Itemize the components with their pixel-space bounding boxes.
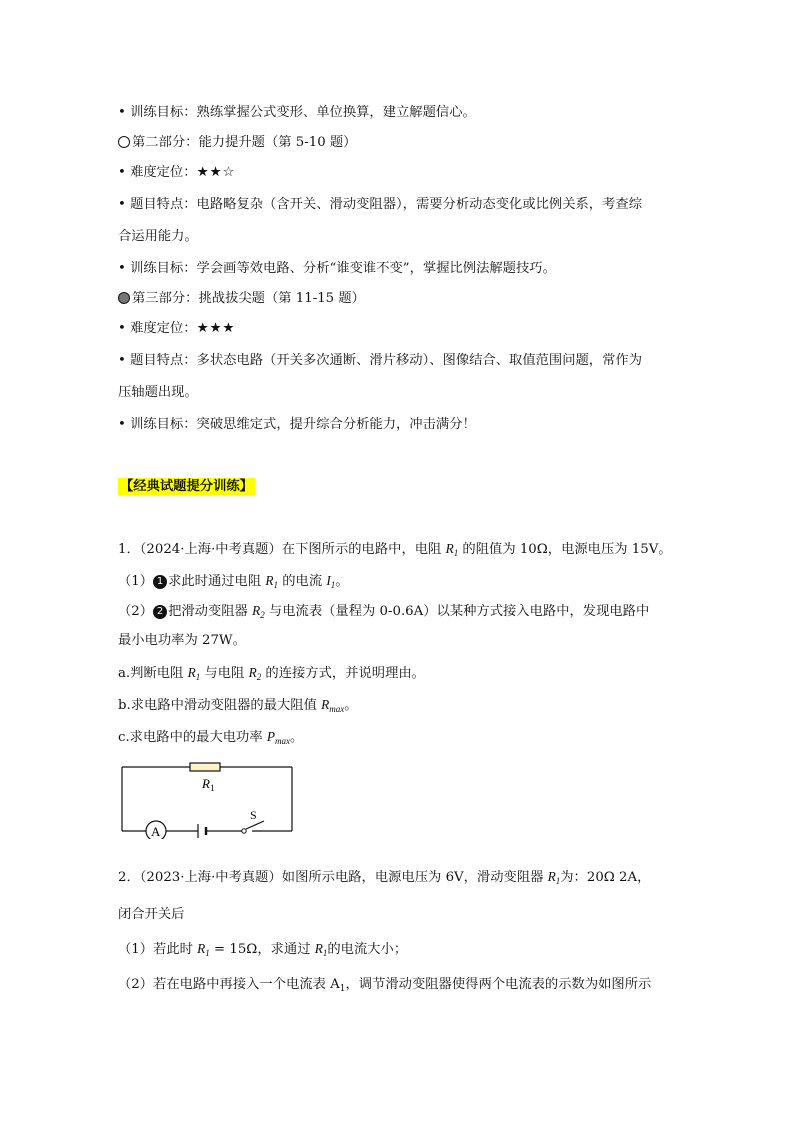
part1-goal: • 训练目标：熟练掌握公式变形、单位换算，建立解题信心。 bbox=[118, 105, 476, 120]
part3-features-line2: 压轴题出现。 bbox=[118, 385, 198, 400]
part2-difficulty: • 难度定位：★★☆ bbox=[118, 165, 236, 180]
star-rating: ★★★ bbox=[196, 321, 236, 336]
q2-intro: 2．（2023·上海·中考真题）如图所示电路，电源电压为 6V，滑动变阻器 $R_1$为：20Ω 2A， bbox=[118, 869, 651, 886]
hollow-circle-icon bbox=[118, 136, 130, 148]
switch-label: S bbox=[250, 808, 257, 822]
q1-part-c: c.求电路中的最大电功率 $P_{max}$。 bbox=[118, 729, 304, 746]
q1-part-b: b.求电路中滑动变阻器的最大阻值 $R_{max}$。 bbox=[118, 697, 358, 714]
section-title: 【经典试题提分训练】 bbox=[120, 479, 253, 494]
star-rating: ★★☆ bbox=[196, 165, 236, 180]
part3-features-line1: • 题目特点：多状态电路（开关多次通断、滑片移动）、图像结合、取值范围问题，常作为 bbox=[118, 353, 642, 368]
part2-heading: 第二部分：能力提升题（第 5-10 题） bbox=[118, 133, 356, 153]
filled-circle-icon bbox=[118, 292, 130, 304]
switch-icon bbox=[246, 821, 264, 829]
q1-sub1: （1） 1 求此时通过电阻 $R_1$ 的电流 $I_1$。 bbox=[118, 573, 349, 590]
q2-sub2: （2）若在电路中再接入一个电流表 $A_1$，调节滑动变阻器使得两个电流表的示数为如图所示 bbox=[118, 977, 652, 994]
part3-difficulty: • 难度定位：★★★ bbox=[118, 321, 236, 336]
circled-number-icon: 1 bbox=[153, 575, 167, 589]
circled-number-icon: 2 bbox=[153, 605, 167, 619]
part2-goal: • 训练目标：学会画等效电路、分析“谁变谁不变”，掌握比例法解题技巧。 bbox=[118, 261, 556, 276]
q1-part-a: a.判断电阻 $R_1$ 与电阻 $R_2$ 的连接方式，并说明理由。 bbox=[118, 665, 425, 682]
ammeter-label: A bbox=[151, 824, 161, 839]
q1-sub2-cont: 最小电功率为 27W。 bbox=[118, 633, 246, 648]
resistor-label: $R_1$ bbox=[202, 776, 215, 793]
q1-intro: 1．（2024·上海·中考真题）在下图所示的电路中，电阻 $R_1$ 的阻值为 10Ω，电源电压为 15V。 bbox=[118, 541, 672, 558]
q2-intro-cont: 闭合开关后 bbox=[118, 907, 185, 922]
resistor bbox=[190, 763, 220, 771]
part2-features-line1: • 题目特点：电路略复杂（含开关、滑动变阻器），需要分析动态变化或比例关系，考查综 bbox=[118, 197, 642, 212]
part3-goal: • 训练目标：突破思维定式，提升综合分析能力，冲击满分！ bbox=[118, 417, 476, 432]
part2-features-line2: 合运用能力。 bbox=[118, 229, 198, 244]
circuit-diagram bbox=[118, 755, 298, 839]
q2-sub1: （1）若此时 $R_1 = 15\Omega$，求通过 $R_1$的电流大小； bbox=[118, 941, 408, 958]
part3-heading: 第三部分：挑战拔尖题（第 11-15 题） bbox=[118, 289, 365, 309]
q1-sub2: （2） 2 把滑动变阻器 $R_2$ 与电流表（量程为 0-0.6A）以某种方式接入电路中，发现电路中 bbox=[118, 603, 650, 620]
